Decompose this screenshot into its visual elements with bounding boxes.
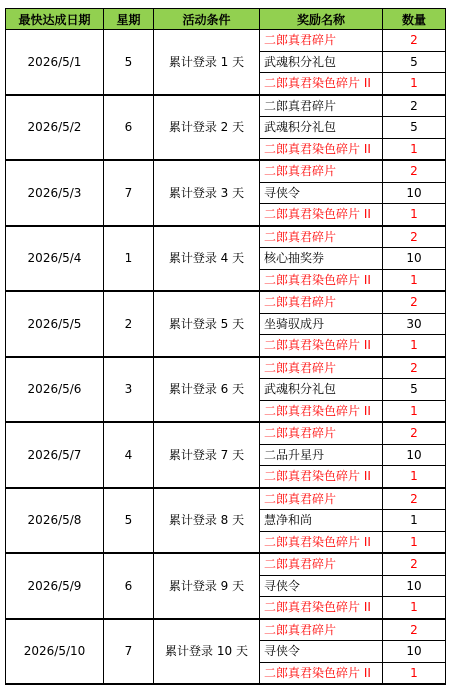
condition-cell: 累计登录 3 天 bbox=[154, 160, 260, 226]
quantity-cell: 2 bbox=[383, 422, 446, 444]
reward-name-cell: 二郎真君碎片 bbox=[260, 553, 383, 575]
quantity-cell: 1 bbox=[383, 73, 446, 95]
reward-name-cell: 二郎真君染色碎片 II bbox=[260, 466, 383, 488]
quantity-cell: 10 bbox=[383, 575, 446, 597]
date-cell: 2026/5/9 bbox=[6, 553, 104, 619]
quantity-cell: 2 bbox=[383, 553, 446, 575]
quantity-cell: 2 bbox=[383, 488, 446, 510]
table-row bbox=[6, 553, 446, 575]
quantity-cell: 2 bbox=[383, 357, 446, 379]
reward-name-cell: 二郎真君染色碎片 II bbox=[260, 335, 383, 357]
condition-cell: 累计登录 6 天 bbox=[154, 357, 260, 423]
header-condition: 活动条件 bbox=[154, 9, 260, 30]
table-row bbox=[6, 488, 446, 510]
reward-name-cell: 二郎真君染色碎片 II bbox=[260, 597, 383, 619]
table-row bbox=[6, 619, 446, 641]
reward-name-cell: 核心抽奖券 bbox=[260, 248, 383, 270]
quantity-cell: 10 bbox=[383, 182, 446, 204]
reward-name-cell: 二郎真君染色碎片 II bbox=[260, 138, 383, 160]
quantity-cell: 1 bbox=[383, 335, 446, 357]
condition-cell: 累计登录 4 天 bbox=[154, 226, 260, 292]
weekday-cell: 2 bbox=[104, 291, 154, 357]
reward-name-cell: 二郎真君碎片 bbox=[260, 226, 383, 248]
header-reward-name: 奖励名称 bbox=[260, 9, 383, 30]
date-cell: 2026/5/5 bbox=[6, 291, 104, 357]
quantity-cell: 10 bbox=[383, 248, 446, 270]
weekday-cell: 5 bbox=[104, 30, 154, 95]
reward-name-cell: 二郎真君碎片 bbox=[260, 30, 383, 52]
quantity-cell: 2 bbox=[383, 291, 446, 313]
quantity-cell: 5 bbox=[383, 379, 446, 401]
reward-name-cell: 二郎真君碎片 bbox=[260, 488, 383, 510]
condition-cell: 累计登录 5 天 bbox=[154, 291, 260, 357]
quantity-cell: 1 bbox=[383, 269, 446, 291]
condition-cell: 累计登录 10 天 bbox=[154, 619, 260, 685]
reward-name-cell: 二郎真君碎片 bbox=[260, 160, 383, 182]
quantity-cell: 5 bbox=[383, 51, 446, 73]
weekday-cell: 1 bbox=[104, 226, 154, 292]
reward-name-cell: 二郎真君染色碎片 II bbox=[260, 531, 383, 553]
weekday-cell: 6 bbox=[104, 95, 154, 161]
date-cell: 2026/5/8 bbox=[6, 488, 104, 554]
condition-cell: 累计登录 7 天 bbox=[154, 422, 260, 488]
table-row bbox=[6, 160, 446, 182]
table-row bbox=[6, 357, 446, 379]
reward-name-cell: 寻侠令 bbox=[260, 641, 383, 663]
table-row bbox=[6, 95, 446, 117]
quantity-cell: 30 bbox=[383, 313, 446, 335]
quantity-cell: 1 bbox=[383, 400, 446, 422]
reward-name-cell: 寻侠令 bbox=[260, 575, 383, 597]
date-cell: 2026/5/10 bbox=[6, 619, 104, 685]
reward-name-cell: 二郎真君碎片 bbox=[260, 357, 383, 379]
reward-name-cell: 二郎真君染色碎片 II bbox=[260, 662, 383, 684]
reward-name-cell: 寻侠令 bbox=[260, 182, 383, 204]
weekday-cell: 3 bbox=[104, 357, 154, 423]
date-cell: 2026/5/4 bbox=[6, 226, 104, 292]
reward-name-cell: 二郎真君碎片 bbox=[260, 422, 383, 444]
header-row bbox=[6, 9, 446, 30]
quantity-cell: 5 bbox=[383, 117, 446, 139]
date-cell: 2026/5/2 bbox=[6, 95, 104, 161]
table-body bbox=[6, 30, 446, 685]
reward-name-cell: 坐骑驭成丹 bbox=[260, 313, 383, 335]
quantity-cell: 2 bbox=[383, 95, 446, 117]
table-row bbox=[6, 30, 446, 52]
header-quantity: 数量 bbox=[383, 9, 446, 30]
quantity-cell: 1 bbox=[383, 597, 446, 619]
header-weekday: 星期 bbox=[104, 9, 154, 30]
weekday-cell: 4 bbox=[104, 422, 154, 488]
condition-cell: 累计登录 9 天 bbox=[154, 553, 260, 619]
reward-name-cell: 二郎真君碎片 bbox=[260, 291, 383, 313]
quantity-cell: 2 bbox=[383, 30, 446, 52]
date-cell: 2026/5/1 bbox=[6, 30, 104, 95]
quantity-cell: 2 bbox=[383, 160, 446, 182]
reward-name-cell: 慧净和尚 bbox=[260, 510, 383, 532]
reward-name-cell: 二郎真君碎片 bbox=[260, 95, 383, 117]
weekday-cell: 7 bbox=[104, 619, 154, 685]
reward-name-cell: 二郎真君染色碎片 II bbox=[260, 73, 383, 95]
reward-name-cell: 二郎真君染色碎片 II bbox=[260, 204, 383, 226]
quantity-cell: 1 bbox=[383, 466, 446, 488]
weekday-cell: 7 bbox=[104, 160, 154, 226]
reward-name-cell: 二郎真君染色碎片 II bbox=[260, 400, 383, 422]
table-row bbox=[6, 226, 446, 248]
condition-cell: 累计登录 8 天 bbox=[154, 488, 260, 554]
reward-name-cell: 武魂积分礼包 bbox=[260, 51, 383, 73]
condition-cell: 累计登录 1 天 bbox=[154, 30, 260, 95]
reward-name-cell: 二品升星丹 bbox=[260, 444, 383, 466]
table-row bbox=[6, 291, 446, 313]
rewards-table bbox=[5, 8, 446, 685]
reward-name-cell: 武魂积分礼包 bbox=[260, 117, 383, 139]
quantity-cell: 1 bbox=[383, 662, 446, 684]
quantity-cell: 1 bbox=[383, 204, 446, 226]
condition-cell: 累计登录 2 天 bbox=[154, 95, 260, 161]
reward-name-cell: 武魂积分礼包 bbox=[260, 379, 383, 401]
header-date: 最快达成日期 bbox=[6, 9, 104, 30]
quantity-cell: 2 bbox=[383, 619, 446, 641]
date-cell: 2026/5/3 bbox=[6, 160, 104, 226]
weekday-cell: 5 bbox=[104, 488, 154, 554]
quantity-cell: 1 bbox=[383, 138, 446, 160]
quantity-cell: 1 bbox=[383, 531, 446, 553]
reward-name-cell: 二郎真君碎片 bbox=[260, 619, 383, 641]
quantity-cell: 10 bbox=[383, 641, 446, 663]
date-cell: 2026/5/7 bbox=[6, 422, 104, 488]
date-cell: 2026/5/6 bbox=[6, 357, 104, 423]
table-row bbox=[6, 422, 446, 444]
quantity-cell: 2 bbox=[383, 226, 446, 248]
cut-off-footer bbox=[5, 673, 445, 681]
quantity-cell: 10 bbox=[383, 444, 446, 466]
weekday-cell: 6 bbox=[104, 553, 154, 619]
reward-name-cell: 二郎真君染色碎片 II bbox=[260, 269, 383, 291]
quantity-cell: 1 bbox=[383, 510, 446, 532]
